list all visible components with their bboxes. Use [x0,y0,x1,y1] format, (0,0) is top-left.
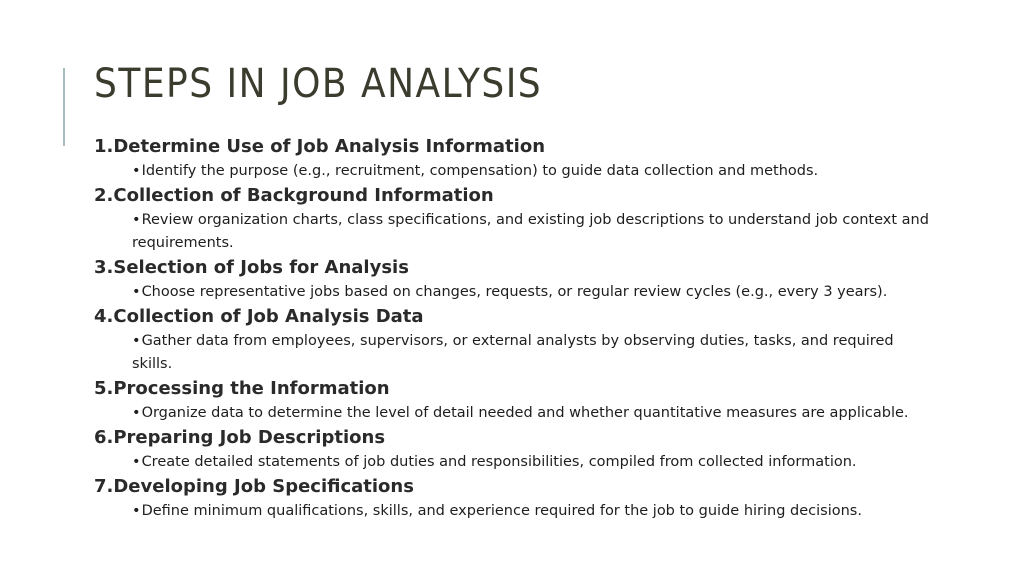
bullet-icon: • [132,284,141,300]
title-accent-line [63,68,65,146]
step-detail [132,209,934,255]
step-heading: 5.Processing the Information [94,378,390,399]
bullet-icon: • [132,212,141,228]
step-item-5 [94,376,934,425]
step-detail-text: Choose representative jobs based on changes, requests, or regular review cycles (e.g., every 3 years). [141,284,888,300]
step-heading: 4.Collection of Job Analysis Data [94,306,424,327]
step-detail [132,330,934,376]
bullet-icon: • [132,503,141,519]
step-heading: 1.Determine Use of Job Analysis Information [94,136,546,157]
step-heading: 6.Preparing Job Descriptions [94,427,386,448]
step-detail [132,451,934,474]
step-detail [132,281,934,304]
step-detail-text: Gather data from employees, supervisors, or external analysts by observing duties, tasks, and required skills. [132,333,894,372]
step-detail-text: Review organization charts, class specifications, and existing job descriptions to understand job context and requirements. [132,212,929,251]
slide-title: STEPS IN JOB ANALYSIS [94,61,543,107]
step-item-1 [94,134,934,183]
step-item-3 [94,255,934,304]
bullet-icon: • [132,163,141,179]
bullet-icon: • [132,333,141,349]
step-heading: 3.Selection of Jobs for Analysis [94,257,409,278]
step-detail-text: Identify the purpose (e.g., recruitment, compensation) to guide data collection and methods. [141,163,819,179]
step-detail-text: Organize data to determine the level of detail needed and whether quantitative measures are applicable. [141,405,909,421]
step-item-2 [94,183,934,255]
step-detail [132,160,934,183]
step-heading: 7.Developing Job Specifications [94,476,414,497]
step-item-7 [94,474,934,523]
step-detail-text: Create detailed statements of job duties and responsibilities, compiled from collected information. [141,454,857,470]
step-item-6 [94,425,934,474]
step-item-4 [94,304,934,376]
bullet-icon: • [132,454,141,470]
step-detail [132,402,934,425]
steps-list [94,134,934,523]
step-heading: 2.Collection of Background Information [94,185,494,206]
bullet-icon: • [132,405,141,421]
step-detail-text: Define minimum qualifications, skills, and experience required for the job to guide hiring decisions. [141,503,862,519]
step-detail [132,500,934,523]
